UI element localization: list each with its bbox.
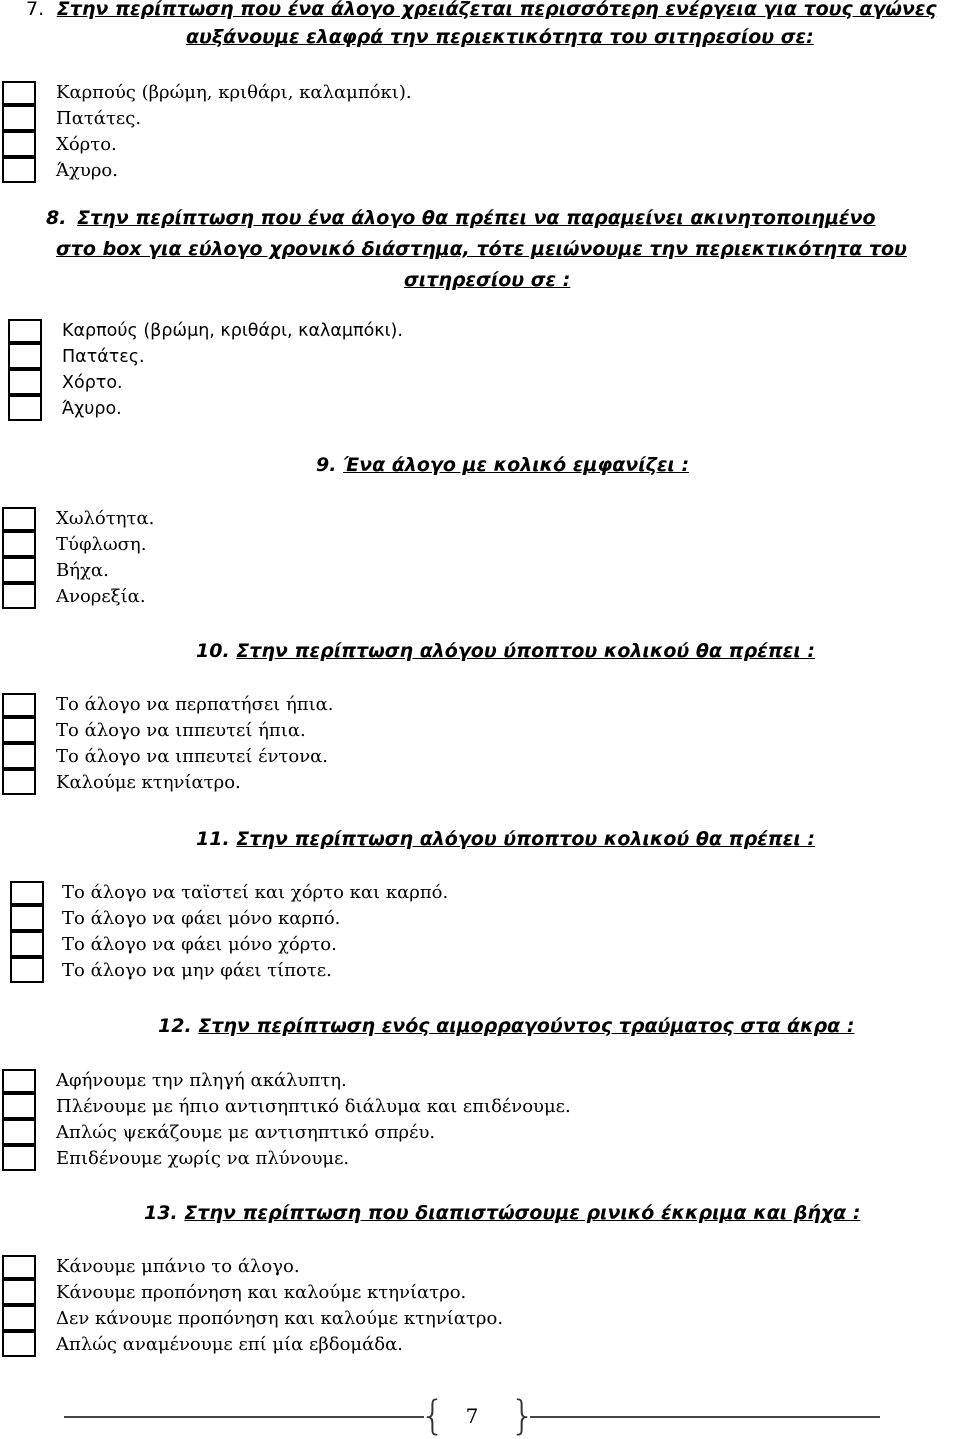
option-label: Άχυρο. xyxy=(56,160,118,181)
answer-checkbox[interactable] xyxy=(10,905,44,931)
question-7-line-1: Στην περίπτωση που ένα άλογο χρειάζεται περισσότερη ενέργεια για τους αγώνες xyxy=(56,0,937,20)
answer-checkbox[interactable] xyxy=(8,343,42,369)
answer-checkbox[interactable] xyxy=(2,693,36,717)
option-label: Ανορεξία. xyxy=(56,586,146,607)
option-label: Καρπούς (βρώμη, κριθάρι, καλαμπόκι). xyxy=(56,82,412,103)
answer-checkbox[interactable] xyxy=(10,931,44,957)
answer-checkbox[interactable] xyxy=(2,105,36,131)
answer-checkbox[interactable] xyxy=(8,395,42,421)
option-label: Κάνουμε προπόνηση και καλούμε κτηνίατρο. xyxy=(56,1282,467,1303)
option-label: Πλένουμε με ήπιο αντισηπτικό διάλυμα και επιδένουμε. xyxy=(56,1096,571,1117)
option-label: Απλώς ψεκάζουμε με αντισηπτικό σπρέυ. xyxy=(56,1122,436,1143)
question-7-heading-cont xyxy=(186,22,814,52)
question-12-title: Στην περίπτωση ενός αιμορραγούντος τραύματος στα άκρα : xyxy=(198,1015,855,1037)
answer-checkbox[interactable] xyxy=(2,743,36,769)
option-label: Δεν κάνουμε προπόνηση και καλούμε κτηνίατρο. xyxy=(56,1308,504,1329)
option-label: Το άλογο να ιππευτεί ήπια. xyxy=(56,720,306,741)
question-10-heading xyxy=(196,636,815,666)
answer-checkbox[interactable] xyxy=(8,369,42,395)
option-label: Κάνουμε μπάνιο το άλογο. xyxy=(56,1256,300,1277)
option-label: Απλώς αναμένουμε επί μία εβδομάδα. xyxy=(56,1334,404,1355)
question-10-title: Στην περίπτωση αλόγου ύποπτου κολικού θα πρέπει : xyxy=(236,640,815,662)
answer-checkbox[interactable] xyxy=(2,1305,36,1331)
answer-checkbox[interactable] xyxy=(2,583,36,609)
answer-checkbox[interactable] xyxy=(2,157,36,183)
question-8-line-3: σιτηρεσίου σε : xyxy=(404,269,571,291)
answer-checkbox[interactable] xyxy=(2,1331,36,1357)
question-9-number: 9. xyxy=(316,454,337,476)
option-label: Άχυρο. xyxy=(62,399,122,419)
option-label: Χόρτο. xyxy=(56,134,117,155)
question-8-number: 8. xyxy=(46,207,67,229)
left-brace-icon: { xyxy=(420,1393,446,1439)
question-8-heading-cont-2 xyxy=(404,265,570,295)
answer-checkbox[interactable] xyxy=(8,319,42,343)
question-11-heading xyxy=(196,824,815,854)
answer-checkbox[interactable] xyxy=(2,1279,36,1305)
option-label: Το άλογο να φάει μόνο καρπό. xyxy=(62,908,341,929)
option-label: Το άλογο να περπατήσει ήπια. xyxy=(56,694,334,715)
question-7-heading xyxy=(26,0,937,24)
page-number: 7 xyxy=(465,1404,479,1428)
answer-checkbox[interactable] xyxy=(2,769,36,795)
option-label: Επιδένουμε χωρίς να πλύνουμε. xyxy=(56,1148,350,1169)
answer-checkbox[interactable] xyxy=(10,881,44,905)
question-7-line-2: αυξάνουμε ελαφρά την περιεκτικότητα του σιτηρεσίου σε: xyxy=(186,26,814,48)
option-label: Το άλογο να ιππευτεί έντονα. xyxy=(56,746,329,767)
option-label: Πατάτες. xyxy=(62,347,145,367)
option-label: Το άλογο να φάει μόνο χόρτο. xyxy=(62,934,337,955)
answer-checkbox[interactable] xyxy=(2,717,36,743)
question-8-line-1: Στην περίπτωση που ένα άλογο θα πρέπει να παραμείνει ακινητοποιημένο xyxy=(77,207,876,229)
question-13-heading xyxy=(144,1198,860,1228)
answer-checkbox[interactable] xyxy=(2,531,36,557)
question-13-title: Στην περίπτωση που διαπιστώσουμε ρινικό έκκριμα και βήχα : xyxy=(184,1202,861,1224)
answer-checkbox[interactable] xyxy=(2,1093,36,1119)
answer-checkbox[interactable] xyxy=(2,1255,36,1279)
question-7-number: 7. xyxy=(26,0,45,20)
right-brace-icon: } xyxy=(510,1393,536,1439)
option-label: Το άλογο να ταϊστεί και χόρτο και καρπό. xyxy=(62,882,449,903)
option-label: Καλούμε κτηνίατρο. xyxy=(56,772,241,793)
question-8-heading xyxy=(46,203,876,233)
question-13-number: 13. xyxy=(144,1202,178,1224)
option-label: Βήχα. xyxy=(56,560,109,581)
question-11-title: Στην περίπτωση αλόγου ύποπτου κολικού θα πρέπει : xyxy=(236,828,815,850)
question-10-number: 10. xyxy=(196,640,230,662)
option-label: Αφήνουμε την πληγή ακάλυπτη. xyxy=(56,1070,347,1091)
question-9-title: Ένα άλογο με κολικό εμφανίζει : xyxy=(343,454,690,476)
question-12-number: 12. xyxy=(158,1015,192,1037)
answer-checkbox[interactable] xyxy=(2,1119,36,1145)
answer-checkbox[interactable] xyxy=(2,1145,36,1171)
option-label: Χωλότητα. xyxy=(56,508,155,529)
option-label: Πατάτες. xyxy=(56,108,142,129)
option-label: Τύφλωση. xyxy=(56,534,147,555)
question-12-heading xyxy=(158,1011,854,1041)
option-label: Το άλογο να μην φάει τίποτε. xyxy=(62,960,332,981)
answer-checkbox[interactable] xyxy=(2,1069,36,1093)
question-8-line-2: στο box για εύλογο χρονικό διάστημα, τότε μειώνουμε την περιεκτικότητα του xyxy=(56,238,907,260)
question-8-heading-cont xyxy=(56,234,907,264)
question-9-heading xyxy=(316,450,689,480)
answer-checkbox[interactable] xyxy=(2,131,36,157)
answer-checkbox[interactable] xyxy=(2,557,36,583)
option-label: Καρπούς (βρώμη, κριθάρι, καλαμπόκι). xyxy=(62,321,403,341)
footer-rule-left xyxy=(64,1416,424,1418)
answer-checkbox[interactable] xyxy=(10,957,44,983)
question-11-number: 11. xyxy=(196,828,230,850)
footer-rule-right xyxy=(530,1416,880,1418)
answer-checkbox[interactable] xyxy=(2,81,36,105)
option-label: Χόρτο. xyxy=(62,373,123,393)
answer-checkbox[interactable] xyxy=(2,507,36,531)
